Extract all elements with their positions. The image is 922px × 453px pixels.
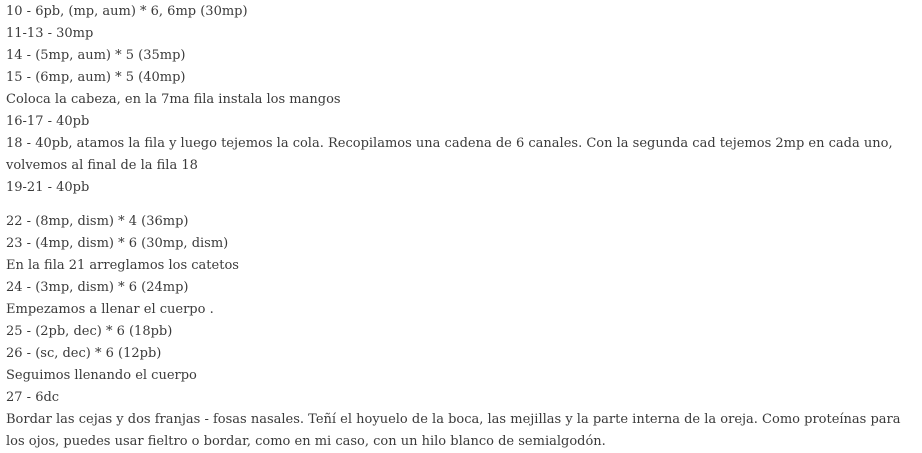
instruction-line: Coloca la cabeza, en la 7ma fila instala los mangos xyxy=(6,92,341,107)
instruction-line: 11-13 - 30mp xyxy=(6,26,94,41)
instruction-line: 10 - 6pb, (mp, aum) * 6, 6mp (30mp) xyxy=(6,4,248,19)
paragraph-gap xyxy=(6,199,904,211)
instruction-line: 26 - (sc, dec) * 6 (12pb) xyxy=(6,346,162,361)
instruction-line: 14 - (5mp, aum) * 5 (35mp) xyxy=(6,48,186,63)
instruction-line: 16-17 - 40pb xyxy=(6,114,90,129)
instruction-line: 19-21 - 40pb xyxy=(6,180,90,195)
instruction-line: 18 - 40pb, atamos la fila y luego tejemos la cola. Recopilamos una cadena de 6 canales. Con la segunda cad tejemos 2mp en cada uno, volvemos al final de la fila 18 xyxy=(6,136,893,173)
instruction-line: 24 - (3mp, dism) * 6 (24mp) xyxy=(6,280,189,295)
instruction-line: Seguimos llenando el cuerpo xyxy=(6,368,197,383)
instruction-line: 25 - (2pb, dec) * 6 (18pb) xyxy=(6,324,173,339)
instruction-line: En la fila 21 arreglamos los catetos xyxy=(6,258,239,273)
instruction-line: 23 - (4mp, dism) * 6 (30mp, dism) xyxy=(6,236,229,251)
instruction-line: Bordar las cejas y dos franjas - fosas nasales. Teñí el hoyuelo de la boca, las mejillas y la parte interna de la oreja. Como proteínas para los ojos, puedes usar fieltro o bordar, como en mi caso, con un hilo blanco de semialgodón. xyxy=(6,412,901,449)
instruction-line: Empezamos a llenar el cuerpo . xyxy=(6,302,214,317)
instruction-line: 22 - (8mp, dism) * 4 (36mp) xyxy=(6,214,189,229)
instruction-line: 15 - (6mp, aum) * 5 (40mp) xyxy=(6,70,186,85)
instruction-line: 27 - 6dc xyxy=(6,390,60,405)
